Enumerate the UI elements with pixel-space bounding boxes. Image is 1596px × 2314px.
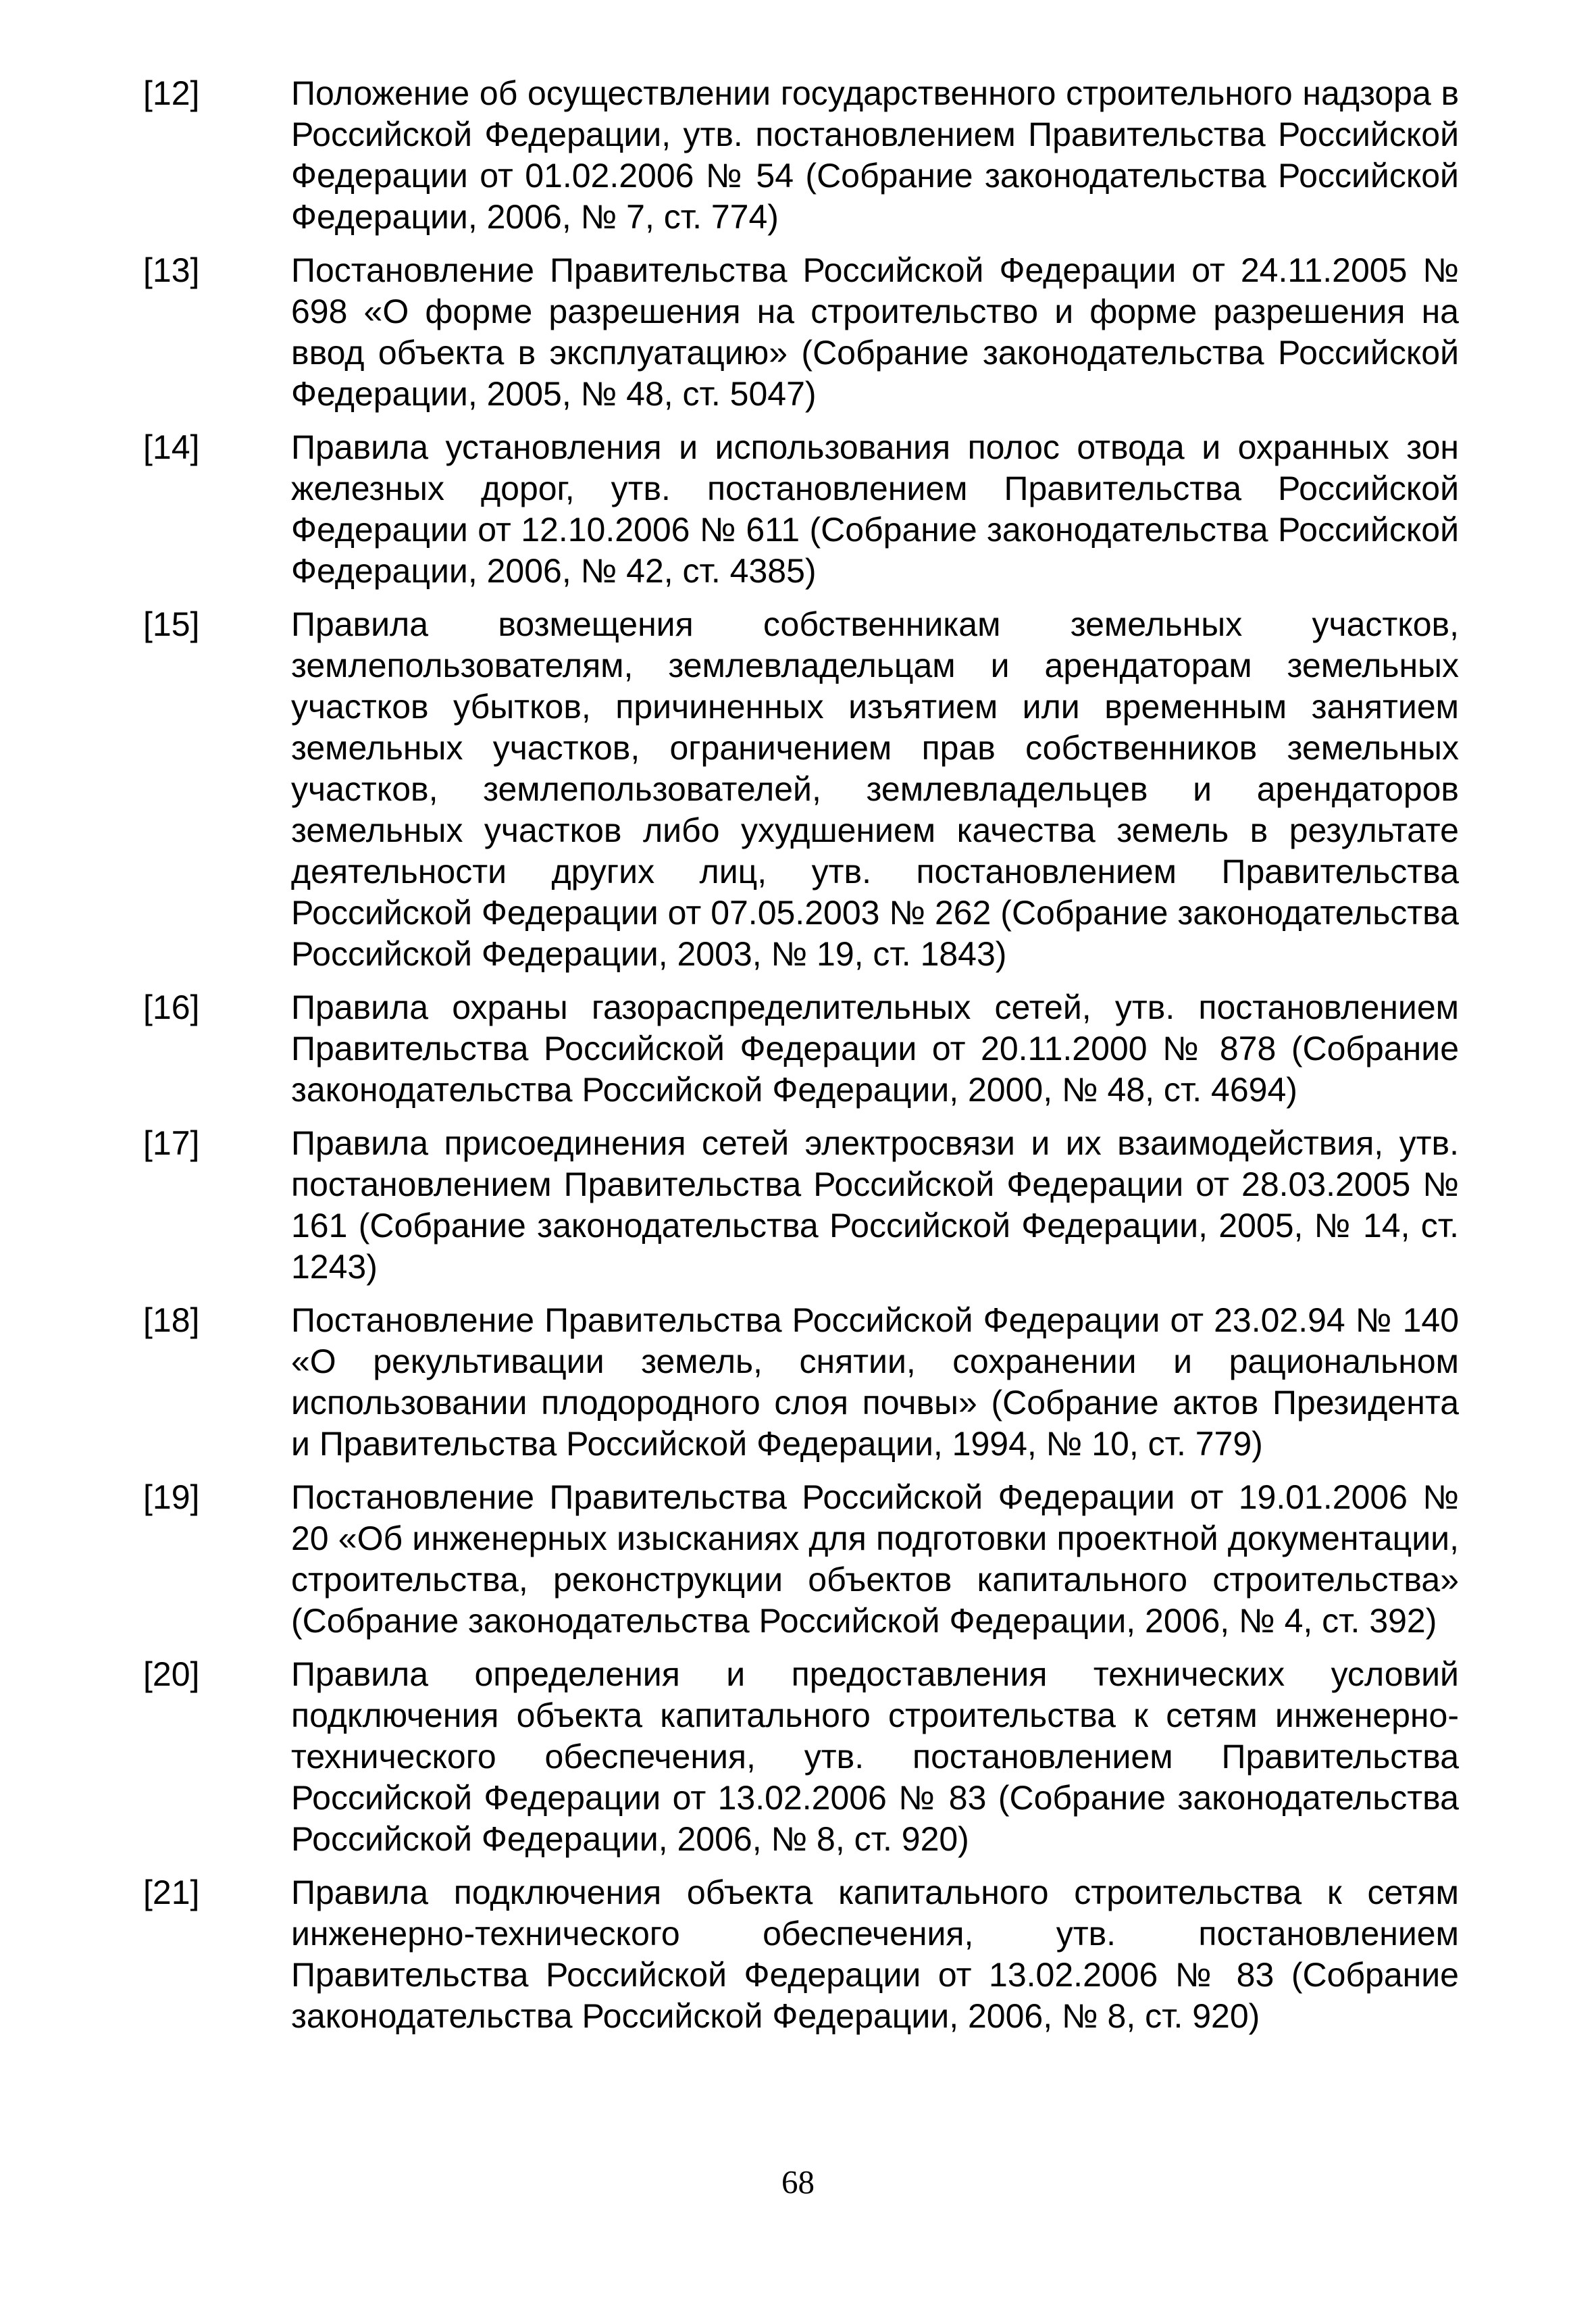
reference-item-16 [143,987,1459,1111]
reference-text: Положение об осуществлении государственного строительного надзора в Российской Федерации, утв. постановлением Правительства Российской Федерации от 01.02.2006 № 54 (Собрание законодательства Российской Федерации, 2006, № 7, ст. 774) [291,74,1459,236]
reference-number: [13] [143,251,200,289]
reference-item-13 [143,250,1459,415]
reference-item-15 [143,604,1459,975]
reference-number: [19] [143,1478,200,1516]
reference-item-18 [143,1300,1459,1465]
reference-text: Правила охраны газораспределительных сетей, утв. постановлением Правительства Российской Федерации от 20.11.2000 № 878 (Собрание законодательства Российской Федерации, 2000, № 48, ст. 4694) [291,988,1459,1109]
reference-number: [18] [143,1301,200,1339]
reference-number: [16] [143,988,200,1026]
reference-text: Правила подключения объекта капитального строительства к сетям инженерно-технического обеспечения, утв. постановлением Правительства Российской Федерации от 13.02.2006 № 83 (Собрание законодательства Российской Федерации, 2006, № 8, ст. 920) [291,1873,1459,2035]
reference-item-12 [143,73,1459,238]
reference-text: Правила возмещения собственникам земельных участков, землепользователям, землевладельцам и арендаторам земельных участков убытков, причиненных изъятием или временным занятием земельных участков, ограничением прав собственников земельных участков, землепользователей, землевладельцев и арендаторов земельных участков либо ухудшением качества земель в результате деятельности других лиц, утв. постановлением Правительства Российской Федерации от 07.05.2003 № 262 (Собрание законодательства Российской Федерации, 2003, № 19, ст. 1843) [291,605,1459,973]
reference-text: Правила присоединения сетей электросвязи и их взаимодействия, утв. постановлением Правительства Российской Федерации от 28.03.2005 № 161 (Собрание законодательства Российской Федерации, 2005, № 14, ст. 1243) [291,1124,1459,1286]
reference-text: Постановление Правительства Российской Федерации от 24.11.2005 № 698 «О форме разрешения на строительство и форме разрешения на ввод объекта в эксплуатацию» (Собрание законодательства Российской Федерации, 2005, № 48, ст. 5047) [291,251,1459,413]
reference-list [143,73,1459,2037]
reference-text: Постановление Правительства Российской Федерации от 19.01.2006 № 20 «Об инженерных изысканиях для подготовки проектной документации, строительства, реконструкции объектов капитального строительства» (Собрание законодательства Российской Федерации, 2006, № 4, ст. 392) [291,1478,1459,1640]
reference-number: [15] [143,605,200,643]
reference-number: [21] [143,1873,200,1911]
reference-item-19 [143,1477,1459,1642]
reference-number: [14] [143,428,200,466]
reference-text: Постановление Правительства Российской Федерации от 23.02.94 № 140 «О рекультивации земель, снятии, сохранении и рациональном использовании плодородного слоя почвы» (Собрание актов Президента и Правительства Российской Федерации, 1994, № 10, ст. 779) [291,1301,1459,1463]
reference-text: Правила определения и предоставления технических условий подключения объекта капитального строительства к сетям инженерно-технического обеспечения, утв. постановлением Правительства Российской Федерации от 13.02.2006 № 83 (Собрание законодательства Российской Федерации, 2006, № 8, ст. 920) [291,1655,1459,1858]
reference-item-17 [143,1123,1459,1288]
page-number: 68 [781,2163,815,2200]
reference-number: [17] [143,1124,200,1162]
reference-item-20 [143,1654,1459,1860]
reference-item-14 [143,427,1459,592]
reference-item-21 [143,1872,1459,2037]
reference-text: Правила установления и использования полос отвода и охранных зон железных дорог, утв. постановлением Правительства Российской Федерации от 12.10.2006 № 611 (Собрание законодательства Российской Федерации, 2006, № 42, ст. 4385) [291,428,1459,590]
reference-number: [12] [143,74,200,112]
reference-number: [20] [143,1655,200,1693]
